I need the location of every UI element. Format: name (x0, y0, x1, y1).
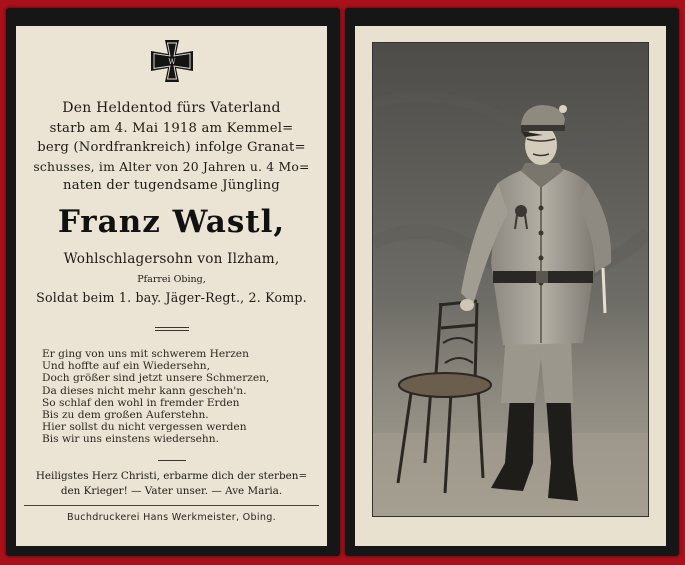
text-line: starb am 4. Mai 1918 am Kemmel= (49, 121, 294, 136)
divider (158, 460, 186, 461)
soldier-portrait-image (373, 43, 648, 516)
poem-line: Bis wir uns einstens wiedersehn. (42, 433, 219, 446)
poem-line: Und hoffte auf ein Wiedersehn, (42, 360, 210, 373)
prayer-line: den Krieger! — Vater unser. — Ave Maria. (60, 485, 283, 497)
text-line: naten der tugendsame Jüngling (63, 178, 280, 193)
divider (155, 330, 189, 331)
right-card (345, 8, 679, 556)
parish-line: Pfarrei Obing, (137, 274, 206, 285)
text-line: berg (Nordfrankreich) infolge Granat= (37, 140, 306, 155)
text-line: schusses, im Alter von 20 Jahren u. 4 Mo= (33, 159, 310, 174)
heading-line: Den Heldentod fürs Vaterland (62, 100, 281, 116)
poem-line: Doch größer sind jetzt unsere Schmerzen, (42, 372, 270, 385)
poem-line: So schlaf den wohl in fremder Erden (42, 396, 240, 409)
text-line: Wohlschlagersohn von Ilzham, (63, 251, 280, 267)
divider (24, 505, 319, 506)
poem-line: Bis zu dem großen Auferstehn. (42, 409, 209, 422)
poem-line: Da dieses nicht mehr kann gescheh'n. (42, 384, 247, 397)
text-line: Soldat beim 1. bay. Jäger-Regt., 2. Komp. (36, 290, 307, 305)
deceased-name: Franz Wastl, (57, 204, 286, 240)
photo-page (355, 26, 666, 546)
svg-text:W: W (167, 58, 176, 66)
poem (42, 348, 269, 446)
poem-line: Er ging von uns mit schwerem Herzen (42, 348, 249, 360)
soldier-portrait-photo (372, 42, 649, 517)
printer-credit: Buchdruckerei Hans Werkmeister, Obing. (67, 512, 276, 523)
divider (155, 327, 189, 328)
iron-cross-icon (149, 38, 195, 84)
obituary-text-page (16, 26, 327, 546)
poem-line: Hier sollst du nicht vergessen werden (42, 421, 247, 434)
left-card (6, 8, 340, 556)
prayer-line: Heiligstes Herz Christi, erbarme dich der sterben= (35, 470, 308, 482)
